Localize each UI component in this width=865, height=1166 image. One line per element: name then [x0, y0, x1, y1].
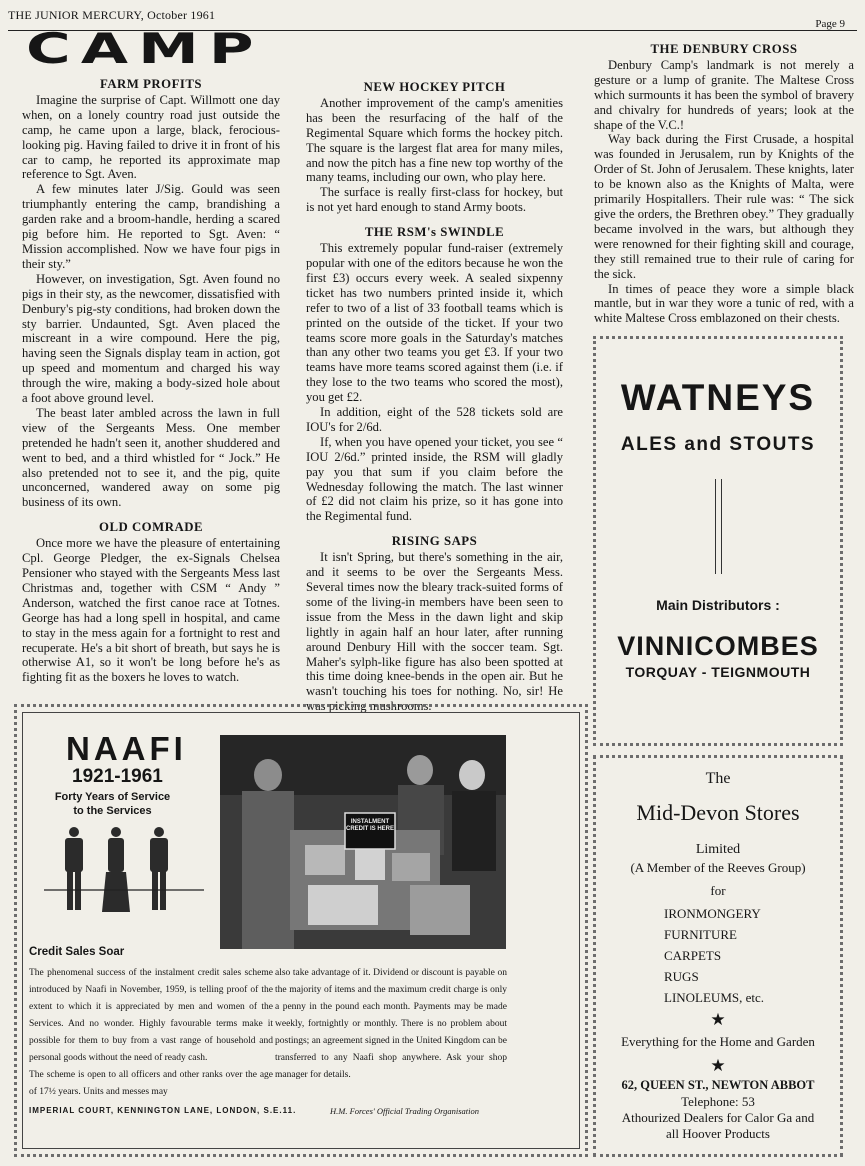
paragraph: The surface is really first-class for hockey, but is not yet hard enough to stand Army boots.	[306, 185, 563, 215]
mid-devon-for: for	[710, 883, 726, 898]
section-title: CAMP	[26, 24, 264, 73]
paragraph: It isn't Spring, but there's something in the air, and it seems to be over the Sergeants Mess. Several times now the bleary track-suited forms of some of the living-in members have been seen to issue from the Mess in the dawn light and skip lightly in again half an hour later, after running around Denbury Hill with the soccer team. Sgt. Maher's sylph-like figure has also been spotted at this time doing knee-bends in the open air. But he wasn't touching his toes for nothing. No, sir! He was picking mushrooms.	[306, 550, 563, 714]
paragraph: If, when you have opened your ticket, you see “ IOU 2/6d.” printed inside, the RSM will gladly pay you that sum if you claim before the Wednesday following the match. The last winner of £2 did not claim his prize, so it has gone into the Regimental fund.	[306, 434, 563, 524]
paragraph: In times of peace they wore a simple black mantle, but in war they wore a tunic of red, with a white Maltese Cross emblazoned on their chests.	[594, 281, 854, 326]
paragraph: This extremely popular fund-raiser (extremely popular with one of the editors because he won the first £3) occurs every week. A sealed sixpenny ticket has two numbers printed inside it, which refer to two of a list of 33 football teams which is printed on the outside of the ticket. If your two teams score more goals in the Saturday's matches than any other two teams you get £3. If your two teams have more teams scored against them (i.e. if they lose to the two teams who scored the most), you get £2.	[306, 241, 563, 405]
headline-new-hockey-pitch: NEW HOCKEY PITCH	[363, 80, 506, 94]
mid-devon-everything: Everything for the Home and Garden	[621, 1034, 815, 1049]
mid-devon-the: The	[705, 770, 731, 787]
star-icon: ★	[710, 1010, 726, 1029]
distributor-name: VINNICOMBES	[617, 631, 819, 661]
headline-denbury-cross: THE DENBURY CROSS	[650, 42, 798, 56]
watneys-advert	[593, 336, 843, 746]
naafi-paragraph: The scheme is open to all officers and other ranks over the age of 17½ years. Units and messes may	[29, 1070, 273, 1097]
naafi-body-right: also take advantage of it. Dividend or discount is payable on the majority of items and the maximum credit charge is only a penny in the pound each month. Payments may be made weekly, fortnightly or monthly. There is no problem about postings; an agreement signed in the United Kingdom can be transferred to any Naafi shop anywhere. Ask your shop manager for details.	[275, 968, 507, 1080]
mid-devon-dealers: Athourized Dealers for Calor Ga and	[621, 1110, 815, 1125]
watneys-tagline: ALES and STOUTS	[620, 434, 816, 455]
paragraph: Imagine the surprise of Capt. Willmott one day when, on a lonely country road just outside the camp, he came upon a large, black, ferocious-looking pig. Having failed to drive it in front of his car to camp, he reported its approximate map reference to Sgt. Aven.	[22, 92, 280, 182]
column-left	[22, 77, 280, 685]
paragraph: Once more we have the pleasure of entertaining Cpl. George Pledger, the ex-Signals Chelsea Pensioner who stayed with the Sergeants Mess last Christmas and, together with CSM “ Andy ” Anderson, watched the first canoe race at Totnes. George has had a long spell in hospital, and came to stay in the mess again for a fortnight to rest and recuperate. He's a bit short of breath, but says he is otherwise A1, so it won't be long before he's as fighting fit as the boxers he loves to watch.	[22, 536, 280, 685]
naafi-subtitle: Forty Years of Service	[54, 791, 171, 803]
naafi-organisation: H.M. Forces' Official Trading Organisation	[330, 1106, 479, 1116]
divider-bar	[715, 479, 722, 574]
running-head: THE JUNIOR MERCURY, October 1961	[8, 8, 216, 22]
page-number: Page 9	[815, 18, 845, 30]
list-item: FURNITURE	[664, 927, 737, 942]
list-item: IRONMONGERY	[664, 906, 761, 921]
column-middle	[306, 80, 563, 714]
paragraph: Denbury Camp's landmark is not merely a gesture or a lump of granite. The Maltese Cross which surmounts it has been the symbol of bravery and chivalry for hundreds of years; look at the shape of the V.C.!	[594, 57, 854, 132]
photo-scene	[220, 735, 506, 949]
naafi-shop-photo	[220, 735, 506, 949]
paragraph: Way back during the First Crusade, a hospital was founded in Jerusalem, run by Knights of the Order of St. John of Jerusalem. These knights, later to be known also as the Knights of Malta, were primarily Hospitallers. Their rule was: “ The sick give the orders, the Brethren obey.” They gradually became involved in the wars, but although they were renowned for their fighting skill and courage, they still remained true to their rule of caring for the sick.	[594, 132, 854, 281]
naafi-address: IMPERIAL COURT, KENNINGTON LANE, LONDON, S.E.11.	[29, 1106, 297, 1115]
watneys-brand: WATNEYS	[620, 377, 816, 418]
paragraph: A few minutes later J/Sig. Gould was seen triumphantly entering the camp, brandishing a garden rake and a broom-handle, herding a scared pig before him. He reported to Sgt. Aven: “ Mission accomplished. Now we have four pigs in their sty.”	[22, 182, 280, 271]
paragraph: However, on investigation, Sgt. Aven found no pigs in their sty, as the newcomer, dissatisfied with Denbury's pig-sty conditions, had broken down the sty barrier. Undaunted, Sgt. Aven placed the miscreant in a wire compound. Here the pig, having seen the Signals display team in action, got up speed and momentum and charged his way through the wire, making a body-sized hole about a foot above ground level.	[22, 271, 280, 406]
list-item: CARPETS	[664, 948, 722, 963]
paragraph: The beast later ambled across the lawn in full view of the Sergeants Mess. One member pretended he hadn't seen it, another shuddered and went to bed, and a third whistled for “ Jock.” He also pretended not to see it, and the pig, quite unconcerned, wandered away on some pig business of its own.	[22, 405, 280, 510]
distributors-label: Main Distributors :	[656, 597, 780, 613]
service-figures-illustration	[44, 822, 204, 937]
list-item: RUGS	[664, 969, 699, 984]
naafi-title: NAAFI	[66, 730, 187, 767]
mid-devon-member: (A Member of the Reeves Group)	[630, 860, 806, 875]
mid-devon-address: 62, QUEEN ST., NEWTON ABBOT	[621, 1078, 815, 1092]
paragraph: Another improvement of the camp's amenities has been the resurfacing of the half of the Regimental Square which forms the hockey pitch. The square is the largest flat area for many miles, and now the pitch has a fine new top worthy of the many teams, including our own, who play here.	[306, 95, 563, 185]
column-right	[594, 42, 854, 326]
mid-devon-dealers-2: all Hoover Products	[666, 1126, 770, 1141]
mid-devon-limited: Limited	[695, 842, 741, 857]
photo-sign: INSTALMENT CREDIT IS HERE	[346, 819, 395, 832]
headline-rsm-swindle: THE RSM's SWINDLE	[364, 225, 505, 240]
headline-old-comrade: OLD COMRADE	[99, 520, 203, 535]
headline-rising-saps: RISING SAPS	[391, 534, 478, 549]
list-item: LINOLEUMS, etc.	[664, 990, 765, 1005]
naafi-subtitle-2: to the Services	[73, 805, 152, 817]
mid-devon-name: Mid-Devon Stores	[636, 800, 800, 825]
paragraph: In addition, eight of the 528 tickets sold are IOU's for 2/6d.	[306, 405, 563, 434]
naafi-body-left	[29, 965, 273, 1101]
mid-devon-advert	[593, 755, 843, 1157]
distributor-towns: TORQUAY - TEIGNMOUTH	[625, 664, 811, 680]
star-icon: ★	[710, 1056, 726, 1075]
mid-devon-telephone: Telephone: 53	[681, 1094, 755, 1109]
headline-farm-profits: FARM PROFITS	[99, 77, 203, 91]
naafi-years: 1921-1961	[72, 766, 163, 787]
mid-devon-items	[664, 903, 764, 1008]
naafi-paragraph: The phenomenal success of the instalment credit sales scheme introduced by Naafi in November, 1959, is telling proof of the extent to which it is appreciated by men and women of the Services. And no wonder. Highly favourable terms make it possible for them to buy from a vast range of household and personal goods without the need of ready cash.	[29, 968, 273, 1063]
naafi-heading: Credit Sales Soar	[29, 946, 125, 958]
